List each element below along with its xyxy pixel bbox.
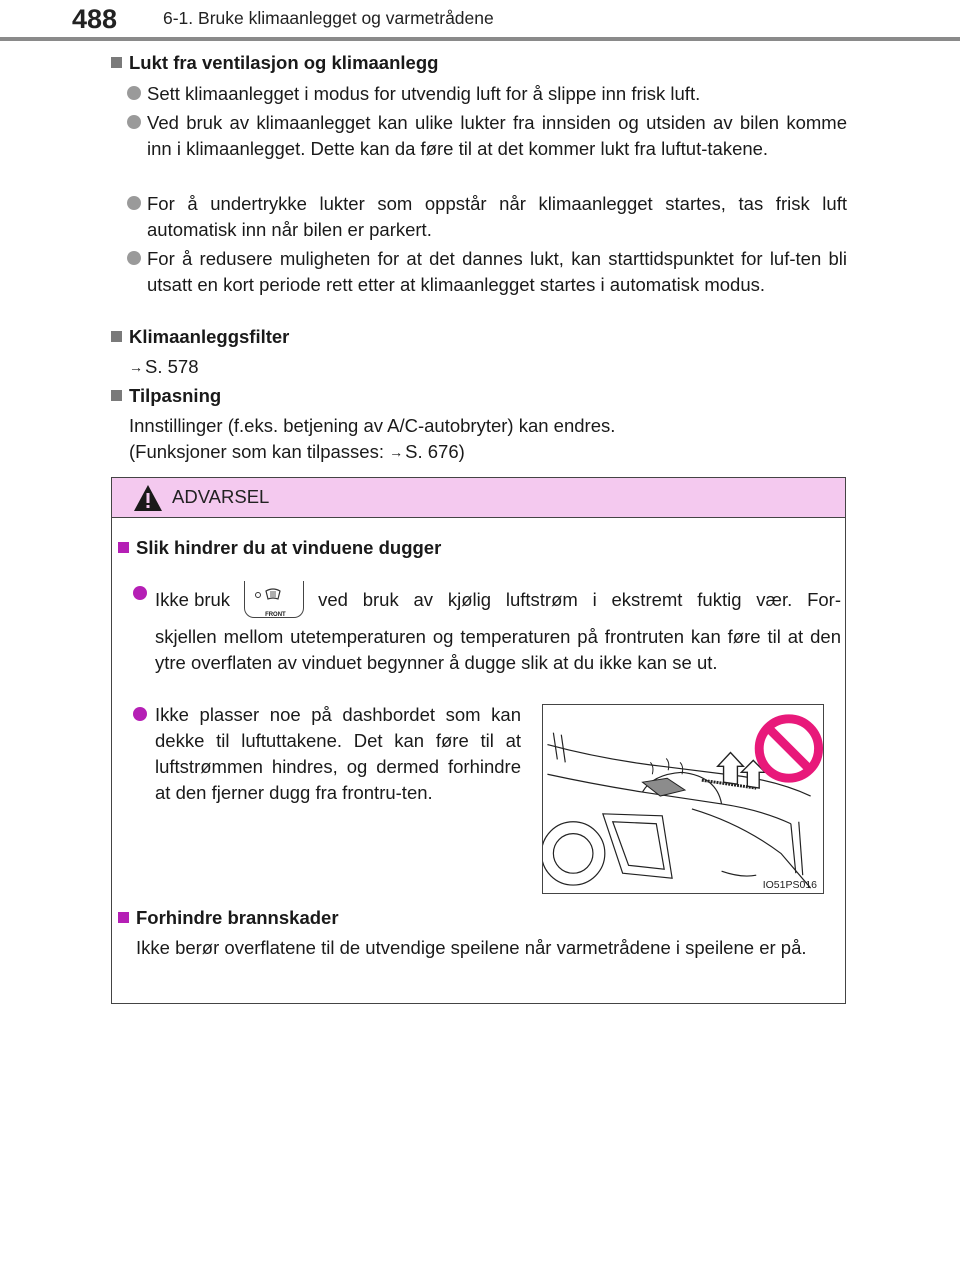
section-title-filter: [111, 326, 289, 348]
square-bullet-icon: [111, 331, 122, 342]
bullet-dot-icon: [127, 196, 141, 210]
page-number: 488: [72, 4, 118, 34]
front-defroster-button-icon: [244, 581, 304, 618]
list-item: [155, 702, 521, 806]
warning-triangle-icon: [132, 483, 164, 513]
bullet-dot-icon: [133, 707, 147, 721]
list-item-text: For å undertrykke lukter som oppstår når klimaanlegget startes, tas frisk luft automatisk inn når bilen er parkert.: [147, 193, 847, 240]
section-title-text: Forhindre brannskader: [136, 907, 339, 928]
list-item-text: Ikke bruk: [155, 588, 231, 610]
square-bullet-icon: [118, 912, 129, 923]
section-title-text: Klimaanleggsfilter: [129, 326, 290, 347]
bullet-dot-icon: [133, 586, 147, 600]
square-bullet-icon: [118, 542, 129, 553]
warning-text-fire: Ikke berør overflatene til de utvendige speilene når varmetrådene i speilene er på.: [136, 937, 807, 958]
section-title-odor: [111, 52, 438, 74]
list-item: [155, 581, 841, 676]
list-item: [147, 81, 847, 107]
page-header: [0, 0, 960, 42]
customization-text: [129, 413, 615, 465]
list-item-text: Ikke plasser noe på dashbordet som kan dekke til luftuttakene. Det kan føre til at luftstrømmen hindres, og dermed forhindre at den fjerner dugg fra frontru-ten.: [155, 704, 521, 803]
warning-section-title-fire: [118, 907, 339, 929]
list-item-text: For å redusere muligheten for at det dannes lukt, kan starttidspunktet for luf-ten bli utsatt en kort periode rett etter at klimaanlegget startes i automatisk modus.: [147, 248, 847, 295]
header-divider: [0, 37, 960, 41]
bullet-dot-icon: [127, 86, 141, 100]
list-item: [147, 110, 847, 162]
dashboard-obstruction-image: [543, 705, 823, 893]
square-bullet-icon: [111, 57, 122, 68]
warning-label: ADVARSEL: [172, 486, 270, 507]
section-title-customization: [111, 385, 221, 407]
square-bullet-icon: [111, 390, 122, 401]
customization-line: Innstillinger (f.eks. betjening av A/C-autobryter) kan endres.: [129, 415, 616, 436]
button-label: FRONT: [265, 612, 286, 618]
customization-ref-line: [129, 439, 615, 465]
arrow-right-icon: →: [389, 444, 404, 460]
warning-section-title-fog: [118, 537, 441, 559]
customization-ref-prefix: (Funksjoner som kan tilpasses:: [129, 441, 390, 462]
chapter-title: 6-1. Bruke klimaanlegget og varmetrådene: [163, 8, 494, 28]
warning-box: [111, 477, 846, 1004]
bullet-dot-icon: [127, 115, 141, 129]
list-item-text: Ved bruk av klimaanlegget kan ulike lukter fra innsiden og utsiden av bilen komme inn i klimaanlegget. Dette kan da føre til at det kommer lukt fra luftut-takene.: [147, 112, 847, 159]
section-title-text: Lukt fra ventilasjon og klimaanlegg: [129, 52, 439, 73]
section-title-text: Tilpasning: [129, 385, 222, 406]
section-title-text: Slik hindrer du at vinduene dugger: [136, 537, 442, 558]
list-item-text: ved bruk av kjølig luftstrøm i ekstremt fuktig vær. For-: [318, 588, 841, 610]
dashboard-illustration: [542, 704, 824, 894]
arrow-right-icon: →: [129, 359, 143, 375]
list-item-text: Sett klimaanlegget i modus for utvendig luft for å slippe inn frisk luft.: [147, 83, 701, 104]
list-item: [147, 246, 847, 298]
page-reference: [129, 354, 199, 380]
page-reference-link[interactable]: S. 676): [405, 441, 465, 462]
list-item-first-line: [155, 581, 841, 618]
illustration-code: IO51PS016: [762, 879, 817, 891]
list-item: [147, 191, 847, 243]
bullet-dot-icon: [127, 251, 141, 265]
warning-header: [112, 478, 845, 518]
page-reference-link[interactable]: S. 578: [145, 356, 199, 377]
list-item-text: skjellen mellom utetemperaturen og temperaturen på frontruten kan føre til at den ytre overflaten av vinduet begynner å dugge slik at du ikke kan se ut.: [155, 626, 841, 673]
